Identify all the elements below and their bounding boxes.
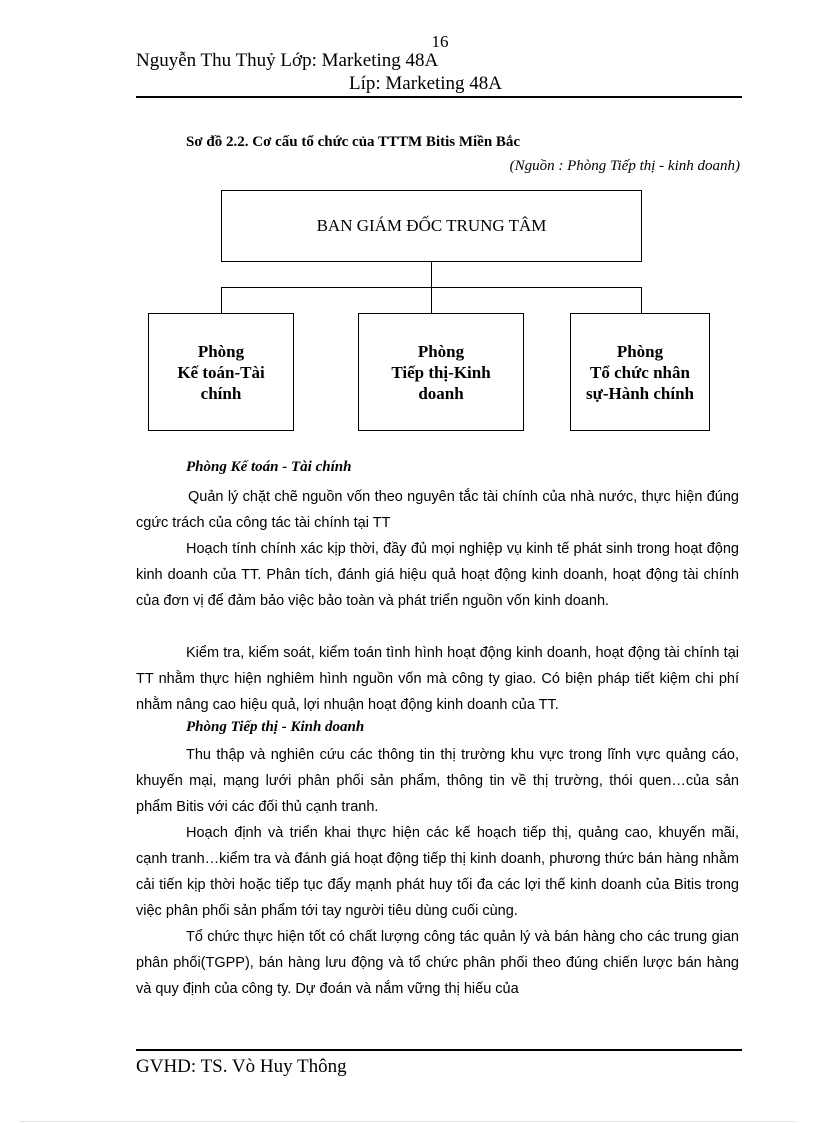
org-box-accounting-line2: Kế toán-Tài xyxy=(177,362,265,382)
org-box-board-of-directors xyxy=(221,190,642,262)
org-box-hr-line3: sự-Hành chính xyxy=(586,383,694,403)
section-title-accounting: Phòng Kế toán - Tài chính xyxy=(186,459,352,475)
header-class: Líp: Marketing 48A xyxy=(349,73,503,94)
page-edge xyxy=(20,1121,796,1122)
org-box-hr-line2: Tổ chức nhân xyxy=(590,362,690,382)
org-box-accounting-line1: Phòng xyxy=(197,341,245,361)
section-title-marketing: Phòng Tiếp thị - Kinh doanh xyxy=(186,719,365,735)
org-connector-vertical-main xyxy=(431,262,432,287)
header-rule xyxy=(136,96,742,98)
org-box-marketing xyxy=(358,313,524,431)
page-number: 16 xyxy=(431,32,449,51)
org-box-board-label: BAN GIÁM ĐỐC TRUNG TÂM xyxy=(316,216,547,235)
figure-source: (Nguồn : Phòng Tiếp thị - kinh doanh) xyxy=(509,158,740,174)
org-connector-right xyxy=(641,287,642,313)
org-box-marketing-line1: Phòng xyxy=(417,341,465,361)
header-author-class: Nguyễn Thu Thuỷ Lớp: Marketing 48A xyxy=(136,50,439,71)
paragraph: Quản lý chặt chẽ nguồn vốn theo nguyên tắc tài chính của nhà nước, thực hiện đúng cgức trách của công tác tài chính tại TT xyxy=(136,489,739,531)
org-box-marketing-line2: Tiếp thị-Kinh xyxy=(391,362,491,382)
org-box-hr xyxy=(570,313,710,431)
org-box-marketing-line3: doanh xyxy=(418,383,464,403)
figure-caption: Sơ đồ 2.2. Cơ cấu tổ chức của TTTM Bitis Miền Bắc xyxy=(186,134,521,150)
org-connector-middle xyxy=(431,287,432,313)
paragraph: Hoạch tính chính xác kịp thời, đầy đủ mọi nghiệp vụ kinh tế phát sinh trong hoạt động kinh doanh của TT. Phân tích, đánh giá hiệu quả hoạt động kinh doanh, hoạt động tài chính của đơn vị để đảm bảo việc bảo toàn và phát triển nguồn vốn kinh doanh. xyxy=(136,541,739,609)
org-box-accounting xyxy=(148,313,294,431)
paragraph: Tổ chức thực hiện tốt có chất lượng công tác quản lý và bán hàng cho các trung gian phân phối(TGPP), bán hàng lưu động và tổ chức phân phối theo đúng chiến lược bán hàng và quy định của công ty. Dự đoán và nắm vững thị hiếu của xyxy=(136,929,739,997)
paragraph: Hoạch định và triển khai thực hiện các kế hoạch tiếp thị, quảng cao, khuyến mãi, cạnh tranh…kiểm tra và đánh giá hoạt động tiếp thị kinh doanh, phương thức bán hàng nhằm cải tiến kịp thời hoặc tiếp tục đẩy mạnh phát huy tối đa các lợi thế kinh doanh của Bitis trong việc phân phối sản phẩm tới tay người tiêu dùng cuối cùng. xyxy=(136,825,739,919)
org-connector-left xyxy=(221,287,222,313)
org-box-accounting-line3: chính xyxy=(200,383,242,403)
footer-rule xyxy=(136,1049,742,1051)
footer-supervisor: GVHD: TS. Vò Huy Thông xyxy=(136,1056,347,1077)
paragraph: Thu thập và nghiên cứu các thông tin thị trường khu vực trong lĩnh vực quảng cáo, khuyến mại, mạng lưới phân phối sản phẩm, thông tin về thị trường, thói quen…của sản phẩm Bitis với các đối thủ cạnh tranh. xyxy=(136,747,739,815)
org-box-hr-line1: Phòng xyxy=(616,341,664,361)
paragraph: Kiểm tra, kiểm soát, kiểm toán tình hình hoạt động kinh doanh, hoạt động tài chính tại TT nhằm thực hiện nghiêm hình nguồn vốn mà công ty giao. Có biện pháp tiết kiệm chi phí nhằm nâng cao hiệu quả, lợi nhuận hoạt động kinh doanh của TT. xyxy=(136,645,739,713)
